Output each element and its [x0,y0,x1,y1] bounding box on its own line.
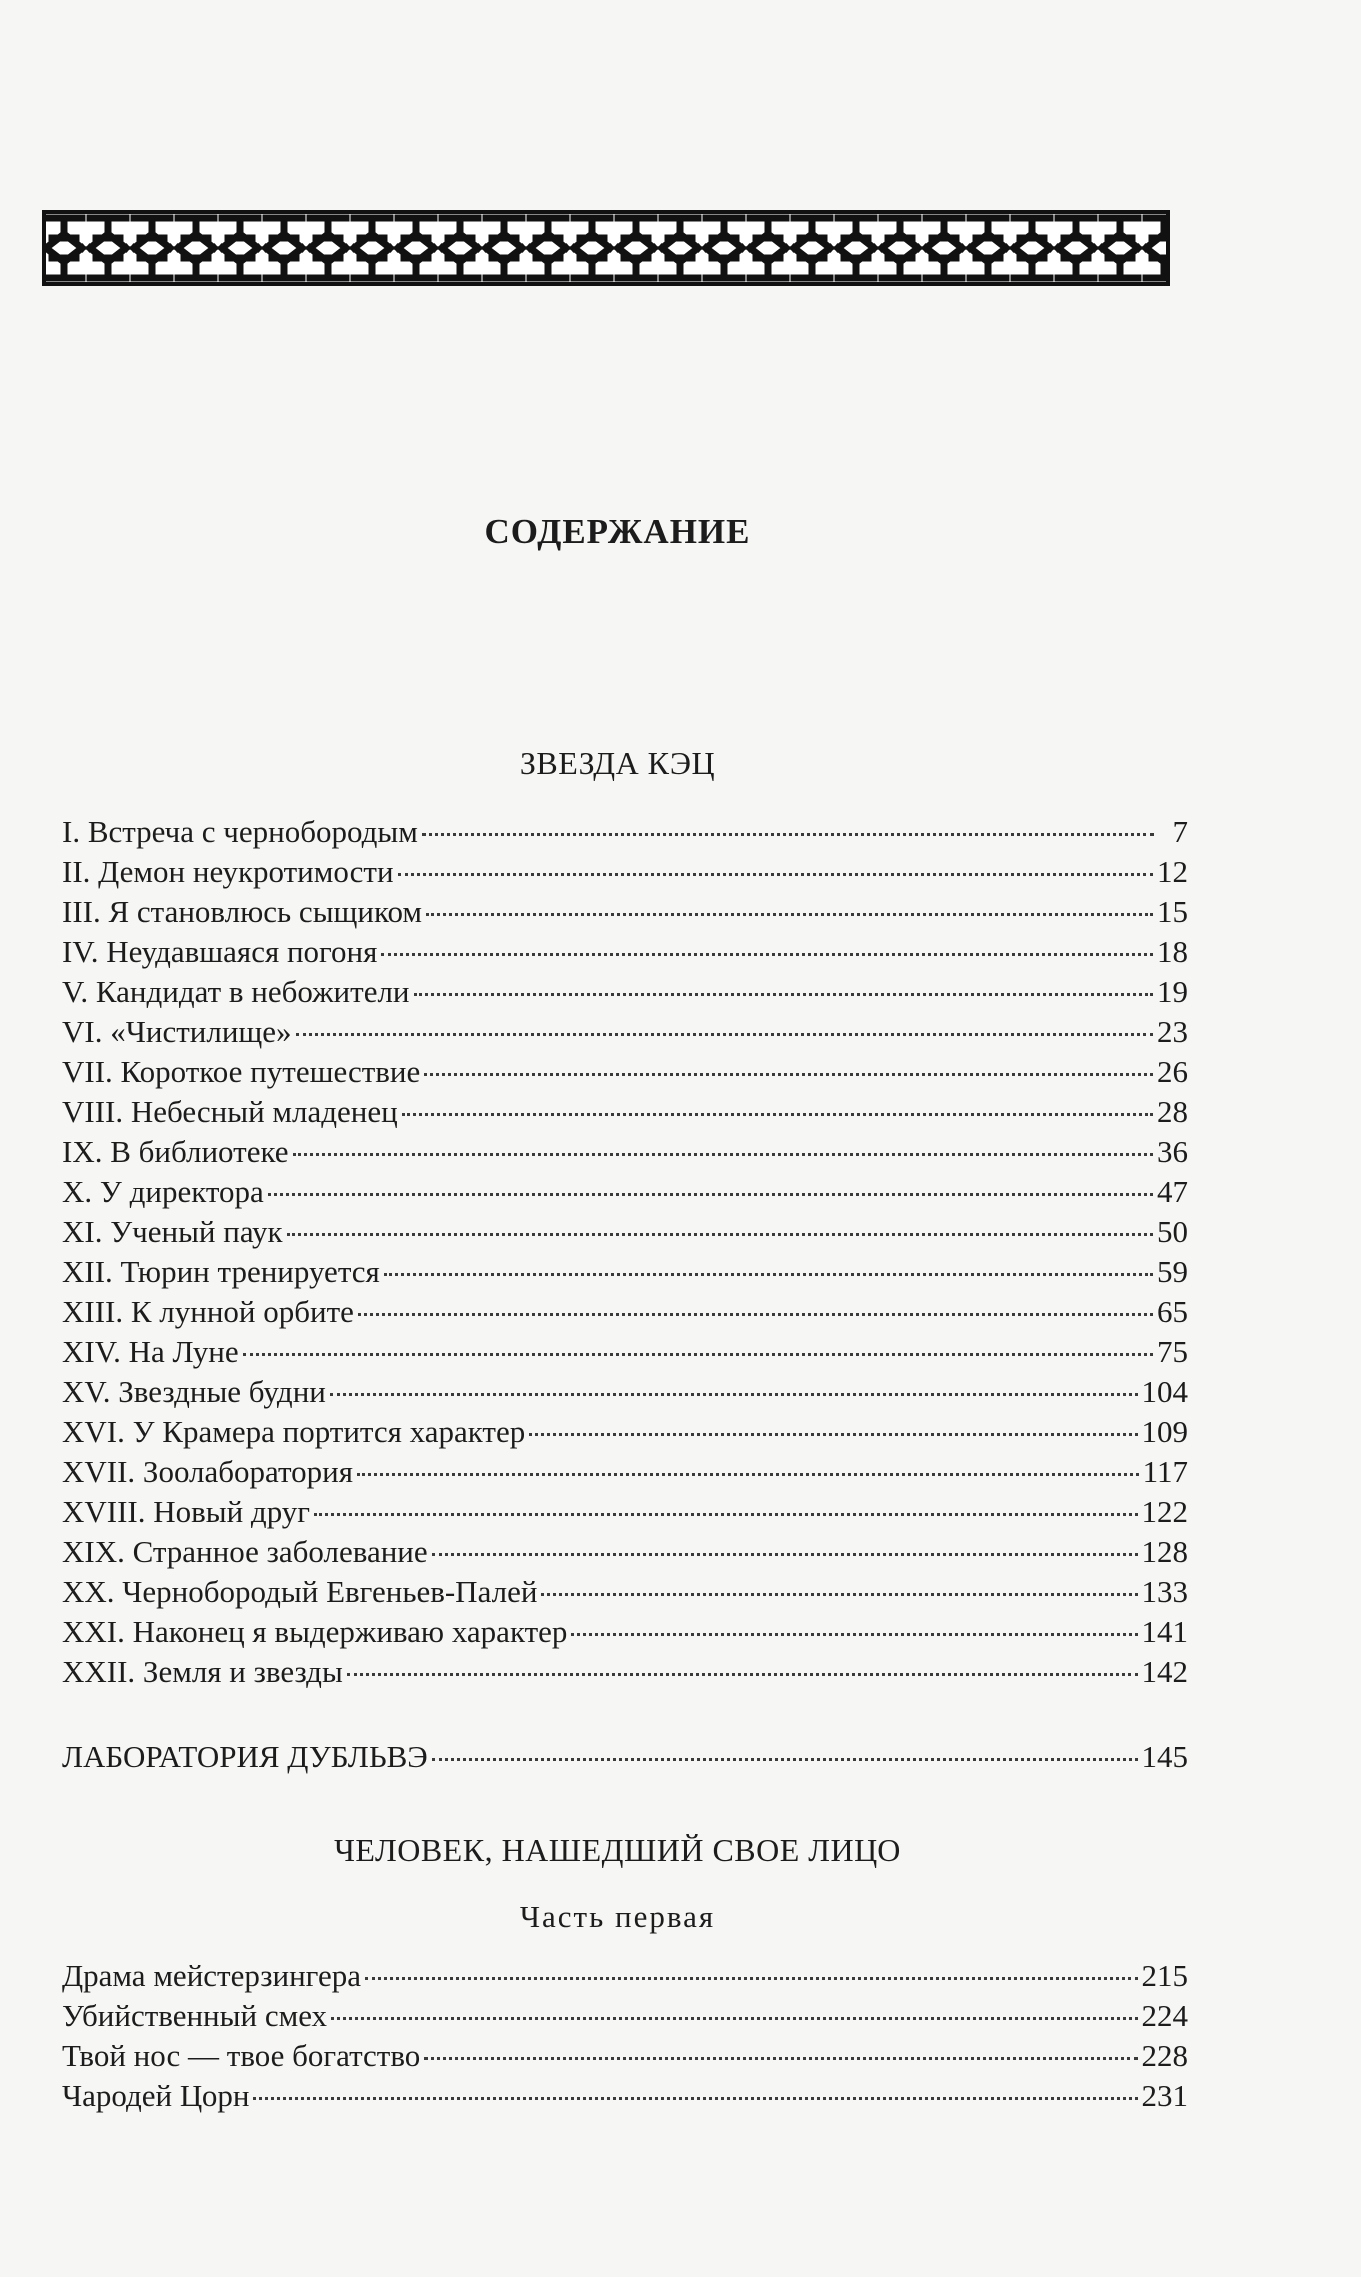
dot-leader [347,1673,1138,1676]
toc-entry-title: XV. Звездные будни [62,1374,326,1409]
toc-entry-title: XVIII. Новый друг [62,1494,311,1529]
toc-list-chelovek [62,1956,1188,2116]
toc-entry-page-number: 36 [1157,1134,1188,1169]
toc-entry-page-number: 228 [1141,2038,1188,2073]
dot-leader [422,833,1154,836]
toc-entry-page-number: 145 [1141,1739,1188,1774]
toc-list-laboratoriya [62,1737,1188,1777]
toc-entry [62,932,1188,972]
toc-entry-page-number: 75 [1157,1334,1188,1369]
dot-leader [331,2017,1137,2020]
toc-entry [62,1212,1188,1252]
dot-leader [381,953,1153,956]
toc-entry-page-number: 104 [1141,1374,1188,1409]
toc-entry-title: X. У директора [62,1174,264,1209]
toc-entry-page-number: 15 [1157,894,1188,929]
toc-entry [62,1292,1188,1332]
toc-entry [62,1492,1188,1532]
dot-leader [365,1977,1138,1980]
toc-entry [62,1012,1188,1052]
dot-leader [426,913,1153,916]
toc-entry [62,2036,1188,2076]
toc-entry-page-number: 23 [1157,1014,1188,1049]
page-title: СОДЕРЖАНИЕ [484,512,751,551]
toc-entry-title: IV. Неудавшаяся погоня [62,934,378,969]
toc-entry-page-number: 122 [1141,1494,1188,1529]
toc-list-zvezda-kec [62,812,1188,1692]
toc-entry-title: XXI. Наконец я выдерживаю характер [62,1614,568,1649]
toc-entry [62,1956,1188,1996]
toc-entry-title: I. Встреча с чернобородым [62,814,418,849]
toc-entry-title: III. Я становлюсь сыщиком [62,894,422,929]
toc-entry [62,1412,1188,1452]
toc-entry-title: ЛАБОРАТОРИЯ ДУБЛЬВЭ [62,1739,428,1774]
toc-entry [62,1612,1188,1652]
toc-entry-page-number: 224 [1141,1998,1188,2033]
decorative-ornament-band [42,210,1170,286]
dot-leader [314,1513,1137,1516]
dot-leader [358,1313,1153,1316]
toc-entry-title: Чародей Цорн [62,2078,250,2113]
toc-entry [62,972,1188,1012]
dot-leader [384,1273,1153,1276]
ornament-pattern-icon [42,210,1170,286]
dot-leader [424,1073,1153,1076]
toc-entry [62,1332,1188,1372]
toc-entry [62,1652,1188,1692]
dot-leader [424,2057,1137,2060]
toc-entry [62,1532,1188,1572]
toc-entry-title: Твой нос — твое богатство [62,2038,421,2073]
toc-entry [62,1052,1188,1092]
toc-entry-page-number: 12 [1157,854,1188,889]
toc-entry-page-number: 215 [1141,1958,1188,1993]
toc-entry [62,1737,1188,1777]
toc-entry-page-number: 47 [1157,1174,1188,1209]
dot-leader [398,873,1153,876]
toc-entry-title: XIII. К лунной орбите [62,1294,354,1329]
toc-entry-page-number: 142 [1141,1654,1188,1689]
toc-entry-title: XXII. Земля и звезды [62,1654,343,1689]
toc-entry [62,812,1188,852]
toc-entry-title: XIV. На Луне [62,1334,239,1369]
part-title: Часть первая [519,1899,716,1934]
dot-leader [414,993,1153,996]
toc-entry-title: XX. Чернобородый Евгеньев-Палей [62,1574,538,1609]
toc-entry-title: XIX. Странное заболевание [62,1534,428,1569]
toc-entry [62,1452,1188,1492]
toc-entry-page-number: 141 [1141,1614,1188,1649]
toc-entry-page-number: 117 [1142,1454,1188,1489]
dot-leader [541,1593,1137,1596]
toc-entry [62,1572,1188,1612]
toc-entry [62,1996,1188,2036]
toc-entry-page-number: 109 [1141,1414,1188,1449]
toc-entry-page-number: 133 [1141,1574,1188,1609]
toc-entry-title: XVII. Зоолаборатория [62,1454,353,1489]
toc-entry-page-number: 19 [1157,974,1188,1009]
toc-entry-page-number: 128 [1141,1534,1188,1569]
toc-entry-title: VII. Короткое путешествие [62,1054,421,1089]
toc-entry-title: II. Демон неукротимости [62,854,394,889]
dot-leader [243,1353,1153,1356]
section-title: ЧЕЛОВЕК, НАШЕДШИЙ СВОЕ ЛИЦО [334,1832,901,1868]
toc-entry-page-number: 7 [1172,814,1188,849]
dot-leader [287,1233,1153,1236]
dot-leader [268,1193,1153,1196]
dot-leader [571,1633,1137,1636]
dot-leader [432,1758,1138,1761]
dot-leader [330,1393,1138,1396]
toc-entry-page-number: 26 [1157,1054,1188,1089]
toc-entry [62,1172,1188,1212]
toc-entry-title: XVI. У Крамера портится характер [62,1414,526,1449]
toc-entry-title: V. Кандидат в небожители [62,974,410,1009]
toc-entry-title: VIII. Небесный младенец [62,1094,398,1129]
toc-entry-title: Драма мейстерзингера [62,1958,361,1993]
dot-leader [253,2097,1137,2100]
toc-entry-title: XII. Тюрин тренируется [62,1254,380,1289]
toc-entry [62,1252,1188,1292]
toc-entry-page-number: 231 [1141,2078,1188,2113]
toc-entry [62,1372,1188,1412]
section-title: ЗВЕЗДА КЭЦ [519,745,716,781]
toc-entry [62,2076,1188,2116]
toc-entry [62,892,1188,932]
toc-entry-title: IX. В библиотеке [62,1134,289,1169]
toc-entry-title: Убийственный смех [62,1998,328,2033]
toc-entry [62,1092,1188,1132]
toc-entry-title: VI. «Чистилище» [62,1014,292,1049]
dot-leader [432,1553,1138,1556]
dot-leader [529,1433,1137,1436]
toc-entry-page-number: 18 [1157,934,1188,969]
toc-entry [62,852,1188,892]
toc-entry [62,1132,1188,1172]
dot-leader [293,1153,1153,1156]
toc-entry-page-number: 28 [1157,1094,1188,1129]
toc-entry-page-number: 65 [1157,1294,1188,1329]
toc-entry-page-number: 50 [1157,1214,1188,1249]
toc-entry-title: XI. Ученый паук [62,1214,283,1249]
dot-leader [357,1473,1139,1476]
dot-leader [402,1113,1153,1116]
dot-leader [296,1033,1153,1036]
toc-entry-page-number: 59 [1157,1254,1188,1289]
